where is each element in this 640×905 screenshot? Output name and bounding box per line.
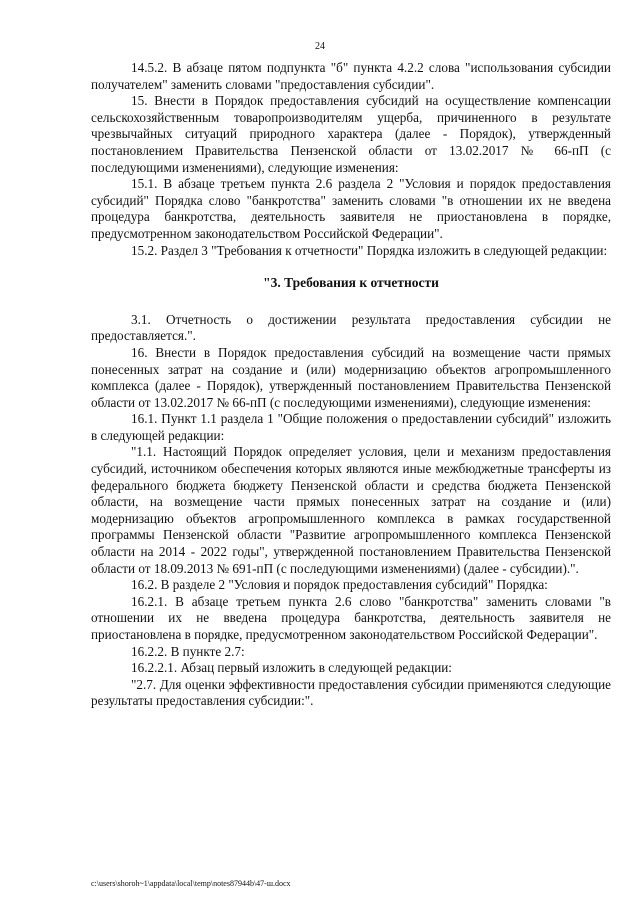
paragraph-15-1: 15.1. В абзаце третьем пункта 2.6 раздела 2 "Условия и порядок предоставления субсидий" Порядка слово "банкротства" заменить словами "в отношении их не введена процедура банкротства, деятельность заявителя не приостановлена в порядке, предусмотренном законодательством Российской Федерации". xyxy=(91,176,611,241)
paragraphs-bottom-group xyxy=(91,312,611,710)
paragraph-2-7-quote: "2.7. Для оценки эффективности предоставления субсидии применяются следующие результаты предоставления субсидии:". xyxy=(91,676,611,709)
document-body xyxy=(91,60,611,710)
section-heading: "3. Требования к отчетности xyxy=(263,275,439,291)
paragraph-15: 15. Внести в Порядок предоставления субсидий на осуществление компенсации сельскохозяйственным товаропроизводителям ущерба, причиненного в результате чрезвычайных ситуаций природного характера (далее - Порядок), утвержденный постановлением Правительства Пензенской области от 13.02.2017 № 66-пП (с последующими изменениями), следующие изменения: xyxy=(91,93,611,175)
paragraph-16: 16. Внести в Порядок предоставления субсидий на возмещение части прямых понесенных затрат на создание и (или) модернизацию объектов агропромышленного комплекса (далее - Порядок), утвержденный постановлением Правительства Пензенской области от 13.02.2017 № 66-пП (с последующими изменениями), следующие изменения: xyxy=(91,344,611,410)
paragraph-14-5-2: 14.5.2. В абзаце пятом подпункта "б" пункта 4.2.2 слова "использования субсидии получателем" заменить словами "предоставления субсидии". xyxy=(91,60,611,92)
paragraph-15-2: 15.2. Раздел 3 "Требования к отчетности" Порядка изложить в следующей редакции: xyxy=(131,242,608,258)
paragraph-3-1: 3.1. Отчетность о достижении результата предоставления субсидии не предоставляется.". xyxy=(91,311,611,344)
paragraph-16-1: 16.1. Пункт 1.1 раздела 1 "Общие положения о предоставлении субсидий" изложить в следующей редакции: xyxy=(91,411,611,443)
page-number: 24 xyxy=(315,41,325,52)
paragraph-1-1-quote: "1.1. Настоящий Порядок определяет условия, цели и механизм предоставления субсидий, источником обеспечения которых являются иные межбюджетные трансферты из федерального бюджета бюджету Пензенской области и средства бюджета Пензенской области, на возмещение части прямых понесенных затрат на создание и (или) модернизацию объектов агропромышленного комплекса в рамках государственной программы Пензенской области "Развитие агропромышленного комплекса Пензенской области на 2014 - 2022 годы", утвержденной постановлением Правительства Пензенской области от 18.09.2013 № 691-пП (с последующими изменениями) (далее - субсидии).". xyxy=(91,444,611,576)
paragraph-16-2: 16.2. В разделе 2 "Условия и порядок предоставления субсидий" Порядка: xyxy=(131,577,548,593)
paragraphs-top-group xyxy=(91,60,611,259)
paragraph-16-2-1: 16.2.1. В абзаце третьем пункта 2.6 слово "банкротства" заменить словами "в отношении их не введена процедура банкротства, деятельность заявителя не приостановлена в порядке, предусмотренном законодательством Российской Федерации". xyxy=(91,593,611,642)
paragraph-16-2-2-1: 16.2.2.1. Абзац первый изложить в следующей редакции: xyxy=(131,660,452,676)
paragraph-16-2-2: 16.2.2. В пункте 2.7: xyxy=(131,643,245,659)
footer-file-path: c:\users\shoroh~1\appdata\local\temp\notes87944b\47-ш.docx xyxy=(91,879,291,888)
